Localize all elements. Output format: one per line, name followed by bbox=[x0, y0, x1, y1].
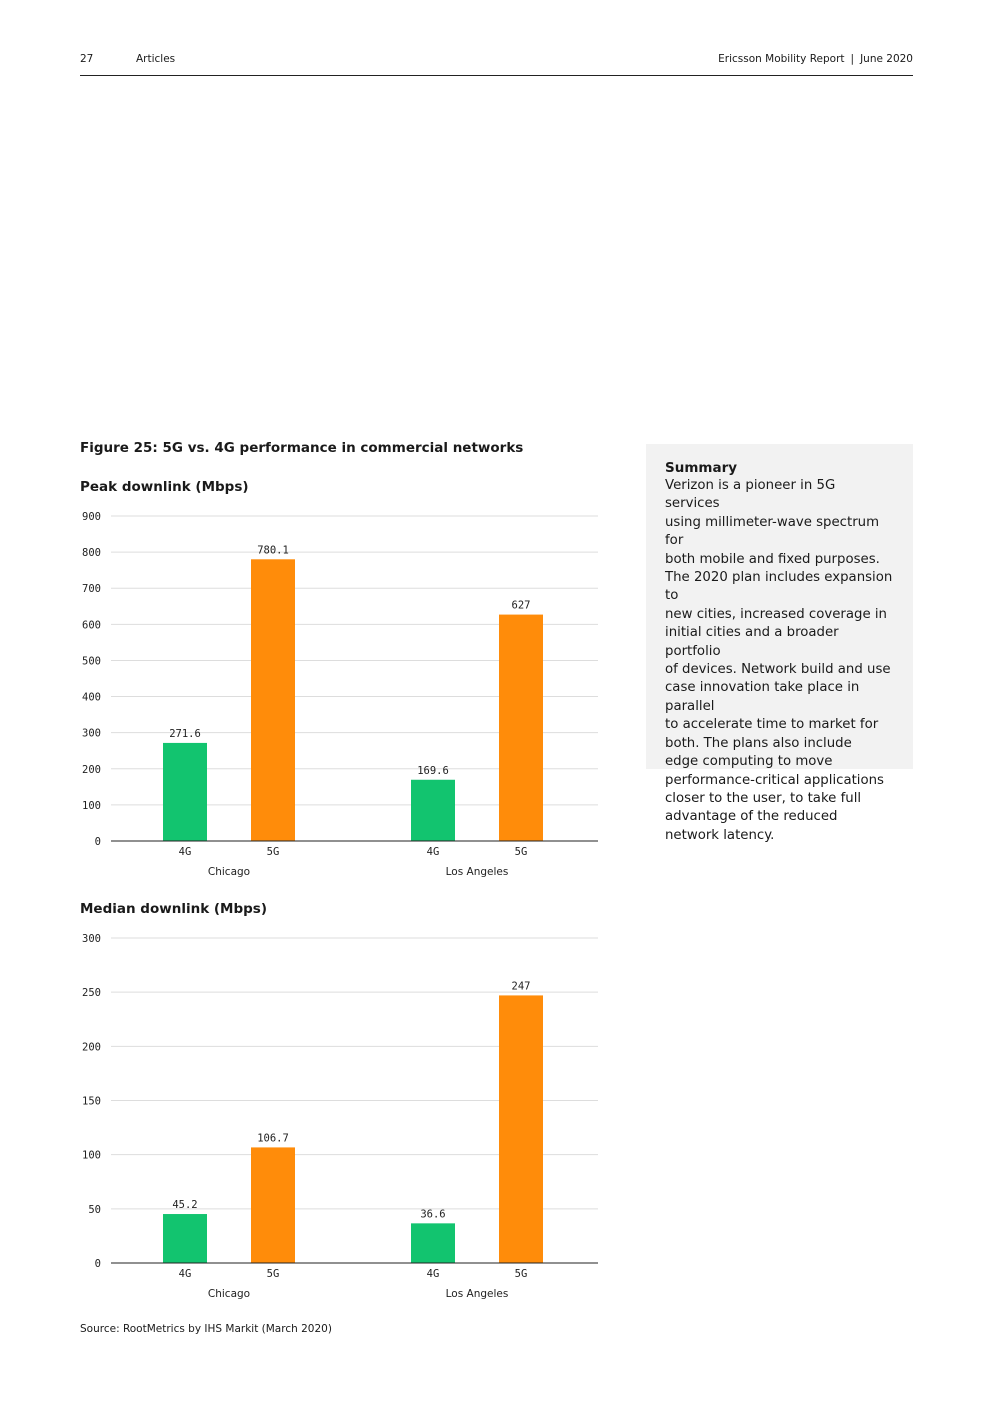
y-tick-label: 400 bbox=[82, 691, 101, 704]
data-label: 627 bbox=[511, 599, 531, 612]
x-tick-label: 4G bbox=[426, 1268, 440, 1280]
y-tick-label: 500 bbox=[82, 655, 101, 668]
section-name: Articles bbox=[136, 53, 176, 65]
report-info bbox=[718, 53, 913, 65]
group-label: Los Angeles bbox=[445, 1288, 509, 1300]
data-label: 169.6 bbox=[417, 764, 449, 777]
y-tick-label: 250 bbox=[82, 987, 101, 1000]
data-label: 780.1 bbox=[257, 544, 289, 557]
x-tick-label: 5G bbox=[266, 1268, 280, 1280]
peak-downlink-chart bbox=[60, 500, 620, 885]
y-tick-label: 0 bbox=[94, 836, 101, 848]
y-tick-label: 600 bbox=[82, 619, 101, 632]
data-label: 45.2 bbox=[172, 1199, 198, 1212]
header-separator: | bbox=[850, 53, 855, 65]
group-label: Los Angeles bbox=[445, 866, 509, 878]
x-tick-label: 4G bbox=[178, 846, 192, 858]
y-tick-label: 200 bbox=[82, 763, 101, 776]
median-downlink-chart bbox=[60, 922, 620, 1307]
summary-body: Verizon is a pioneer in 5G services using millimeter-wave spectrum for both mobile and fixed purposes. The 2020 plan includes expansion to new cities, increased coverage in initial cities and a broader portfolio of devices. Network build and use case innovation take place in parallel to accelerate time to market for both. The plans also include edge computing to move performance-critical applications closer to the user, to take full advantage of the reduced network latency. bbox=[665, 478, 893, 843]
bar-4g-chicago bbox=[163, 743, 207, 841]
x-tick-label: 5G bbox=[514, 846, 528, 858]
page-number: 27 bbox=[80, 53, 94, 65]
median-chart-title: Median downlink (Mbps) bbox=[80, 901, 268, 917]
bar-4g-los-angeles bbox=[411, 1223, 455, 1263]
x-tick-label: 4G bbox=[426, 846, 440, 858]
y-tick-label: 300 bbox=[82, 727, 101, 740]
x-tick-label: 5G bbox=[266, 846, 280, 858]
bar-5g-chicago bbox=[251, 559, 295, 841]
bar-4g-los-angeles bbox=[411, 780, 455, 841]
x-tick-label: 5G bbox=[514, 1268, 528, 1280]
y-tick-label: 0 bbox=[94, 1258, 101, 1270]
x-tick-label: 4G bbox=[178, 1268, 192, 1280]
group-label: Chicago bbox=[207, 866, 251, 878]
group-label: Chicago bbox=[207, 1288, 251, 1300]
y-tick-label: 100 bbox=[82, 1149, 101, 1162]
bar-4g-chicago bbox=[163, 1214, 207, 1263]
y-tick-label: 50 bbox=[88, 1203, 101, 1216]
y-tick-label: 800 bbox=[82, 547, 101, 560]
bar-5g-los-angeles bbox=[499, 615, 543, 841]
summary-title: Summary bbox=[665, 460, 738, 476]
y-tick-label: 150 bbox=[82, 1095, 101, 1108]
y-tick-label: 900 bbox=[82, 511, 101, 523]
report-date: June 2020 bbox=[860, 53, 913, 65]
y-tick-label: 100 bbox=[82, 799, 101, 812]
report-title: Ericsson Mobility Report bbox=[718, 53, 845, 65]
summary-box bbox=[646, 444, 913, 843]
data-label: 106.7 bbox=[257, 1132, 289, 1145]
y-tick-label: 700 bbox=[82, 583, 101, 596]
data-label: 36.6 bbox=[420, 1208, 446, 1221]
page-header bbox=[80, 53, 913, 76]
bar-5g-los-angeles bbox=[499, 995, 543, 1263]
y-tick-label: 300 bbox=[82, 933, 101, 945]
figure-title: Figure 25: 5G vs. 4G performance in commercial networks bbox=[80, 440, 524, 456]
bar-5g-chicago bbox=[251, 1147, 295, 1263]
data-label: 247 bbox=[511, 980, 531, 993]
y-tick-label: 200 bbox=[82, 1041, 101, 1054]
figure-source: Source: RootMetrics by IHS Markit (March 2020) bbox=[80, 1323, 332, 1335]
data-label: 271.6 bbox=[169, 727, 201, 740]
peak-chart-title: Peak downlink (Mbps) bbox=[80, 479, 249, 495]
